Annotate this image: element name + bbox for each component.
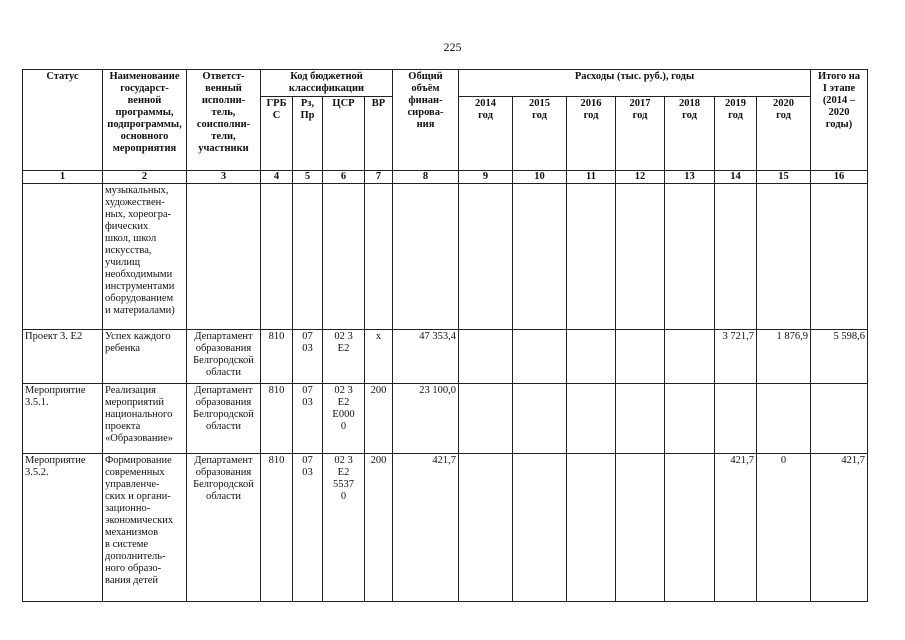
cell-year-2019: 421,7	[715, 454, 757, 602]
cell-rz-pr: 07 03	[293, 384, 323, 454]
column-number: 14	[715, 171, 757, 184]
cell-responsible: Департамент образования Белгородской области	[187, 330, 261, 384]
cell-responsible: Департамент образования Белгородской области	[187, 384, 261, 454]
cell-year-2017	[616, 184, 665, 330]
cell-year-2014	[459, 454, 513, 602]
cell-vr: 200	[365, 384, 393, 454]
cell-total	[393, 184, 459, 330]
cell-total: 23 100,0	[393, 384, 459, 454]
column-number: 11	[567, 171, 616, 184]
cell-status: Мероприятие 3.5.2.	[23, 454, 103, 602]
column-number-row	[23, 171, 868, 184]
header-grbs: ГРБ С	[261, 97, 293, 171]
cell-rz-pr	[293, 184, 323, 330]
column-number: 3	[187, 171, 261, 184]
column-number: 6	[323, 171, 365, 184]
cell-year-2017	[616, 454, 665, 602]
cell-year-2018	[665, 384, 715, 454]
cell-rz-pr: 07 03	[293, 330, 323, 384]
cell-year-2018	[665, 454, 715, 602]
budget-table	[22, 69, 868, 602]
cell-csr: 02 3 Е2 5537 0	[323, 454, 365, 602]
column-number: 2	[103, 171, 187, 184]
header-name: Наименование государст- венной программы, подпрограммы, основного мероприятия	[103, 70, 187, 171]
table-row	[23, 184, 868, 330]
header-budget-code: Код бюджетной классификации	[261, 70, 393, 97]
cell-year-2016	[567, 384, 616, 454]
cell-csr: 02 3 Е2 Е000 0	[323, 384, 365, 454]
column-number: 13	[665, 171, 715, 184]
cell-year-2016	[567, 330, 616, 384]
cell-vr	[365, 184, 393, 330]
cell-responsible: Департамент образования Белгородской области	[187, 454, 261, 602]
cell-grbs: 810	[261, 384, 293, 454]
header-vr: ВР	[365, 97, 393, 171]
column-number: 10	[513, 171, 567, 184]
cell-stage-total	[811, 184, 868, 330]
header-year-2017: 2017 год	[616, 97, 665, 171]
column-number: 12	[616, 171, 665, 184]
cell-year-2016	[567, 184, 616, 330]
cell-year-2020: 0	[757, 454, 811, 602]
cell-name: Формирование современных управленче- ских и органи- зационно- экономических механизмов в системе дополнитель- ного образо- вания детей	[103, 454, 187, 602]
column-number: 15	[757, 171, 811, 184]
cell-name: Реализация мероприятий национального проекта «Образование»	[103, 384, 187, 454]
header-year-2014: 2014 год	[459, 97, 513, 171]
cell-year-2017	[616, 384, 665, 454]
cell-year-2017	[616, 330, 665, 384]
cell-year-2014	[459, 330, 513, 384]
cell-status: Мероприятие 3.5.1.	[23, 384, 103, 454]
column-number: 4	[261, 171, 293, 184]
cell-name: Успех каждого ребенка	[103, 330, 187, 384]
page-number: 225	[443, 40, 462, 54]
column-number: 1	[23, 171, 103, 184]
cell-rz-pr: 07 03	[293, 454, 323, 602]
cell-grbs: 810	[261, 330, 293, 384]
header-row-1	[23, 70, 868, 97]
cell-total: 47 353,4	[393, 330, 459, 384]
cell-year-2020: 1 876,9	[757, 330, 811, 384]
column-number: 7	[365, 171, 393, 184]
header-responsible: Ответст- венный исполни- тель, соисполни- тели, участники	[187, 70, 261, 171]
cell-stage-total: 5 598,6	[811, 330, 868, 384]
cell-year-2018	[665, 184, 715, 330]
cell-year-2015	[513, 184, 567, 330]
header-csr: ЦСР	[323, 97, 365, 171]
header-expenses: Расходы (тыс. руб.), годы	[459, 70, 811, 97]
cell-year-2019	[715, 384, 757, 454]
cell-vr: х	[365, 330, 393, 384]
table-row	[23, 384, 868, 454]
cell-year-2020	[757, 184, 811, 330]
cell-total: 421,7	[393, 454, 459, 602]
header-rz-pr: Рз, Пр	[293, 97, 323, 171]
header-year-2018: 2018 год	[665, 97, 715, 171]
column-number: 9	[459, 171, 513, 184]
cell-year-2018	[665, 330, 715, 384]
cell-year-2014	[459, 384, 513, 454]
header-year-2016: 2016 год	[567, 97, 616, 171]
cell-csr	[323, 184, 365, 330]
cell-year-2019	[715, 184, 757, 330]
cell-year-2015	[513, 454, 567, 602]
cell-name: музыкальных, художествен- ных, хореогра- фических школ, школ искусства, училищ необходимыми инструментами оборудованием и материалами)	[103, 184, 187, 330]
cell-year-2014	[459, 184, 513, 330]
table-row	[23, 330, 868, 384]
cell-status	[23, 184, 103, 330]
table-row	[23, 454, 868, 602]
header-stage-total: Итого на I этапе (2014 – 2020 годы)	[811, 70, 868, 171]
column-number: 16	[811, 171, 868, 184]
cell-year-2016	[567, 454, 616, 602]
cell-status: Проект 3. Е2	[23, 330, 103, 384]
cell-year-2020	[757, 384, 811, 454]
cell-responsible	[187, 184, 261, 330]
header-total: Общий объём финан- сирова- ния	[393, 70, 459, 171]
cell-year-2019: 3 721,7	[715, 330, 757, 384]
cell-csr: 02 3 Е2	[323, 330, 365, 384]
header-year-2020: 2020 год	[757, 97, 811, 171]
header-year-2019: 2019 год	[715, 97, 757, 171]
column-number: 8	[393, 171, 459, 184]
header-status: Статус	[23, 70, 103, 171]
cell-year-2015	[513, 330, 567, 384]
cell-grbs	[261, 184, 293, 330]
column-number: 5	[293, 171, 323, 184]
cell-year-2015	[513, 384, 567, 454]
cell-stage-total	[811, 384, 868, 454]
header-year-2015: 2015 год	[513, 97, 567, 171]
cell-grbs: 810	[261, 454, 293, 602]
cell-stage-total: 421,7	[811, 454, 868, 602]
cell-vr: 200	[365, 454, 393, 602]
